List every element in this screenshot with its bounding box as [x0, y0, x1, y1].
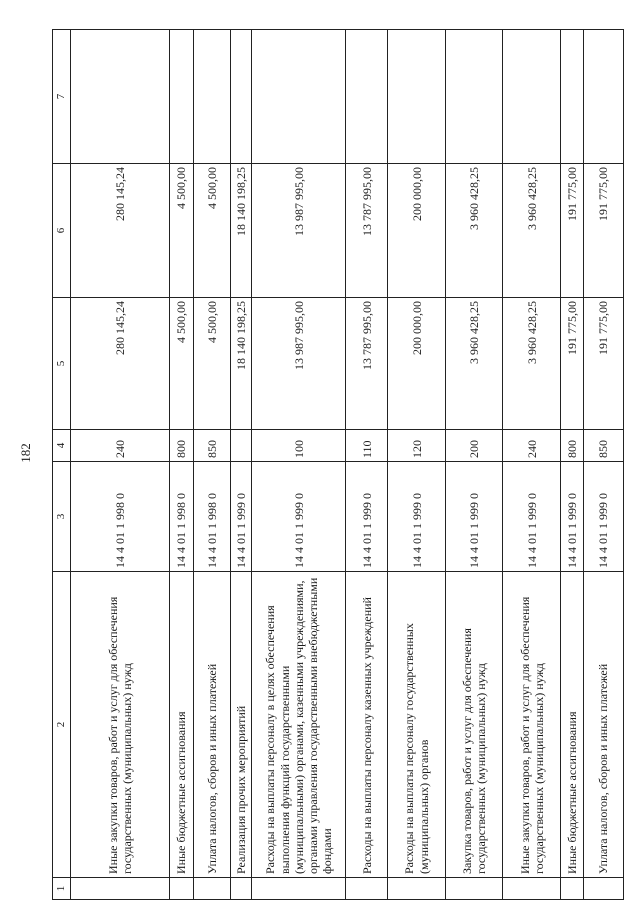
- cell-name: Уплата налогов, сборов и иных платежей: [584, 572, 624, 878]
- cell-expense-type: 240: [503, 430, 561, 462]
- cell-amount-6: 3 960 428,25: [503, 164, 561, 298]
- header-col-7: 7: [53, 30, 71, 164]
- cell-code: 14 4 01 1 999 0: [388, 462, 446, 572]
- cell-col-7: [584, 30, 624, 164]
- header-row: [53, 30, 71, 900]
- cell-col-7: [388, 30, 446, 164]
- table-row: [561, 30, 584, 900]
- table-row: [388, 30, 446, 900]
- table-row: [71, 30, 170, 900]
- header-col-6: 6: [53, 164, 71, 298]
- cell-name: Иные закупки товаров, работ и услуг для обеспечения государственных (муниципальных) нужд: [503, 572, 561, 878]
- cell-code: 14 4 01 1 998 0: [71, 462, 170, 572]
- cell-amount-5: 18 140 198,25: [231, 298, 252, 430]
- table-row: [503, 30, 561, 900]
- cell-amount-5: 3 960 428,25: [445, 298, 503, 430]
- cell-number: [503, 878, 561, 900]
- cell-col-7: [170, 30, 193, 164]
- cell-code: 14 4 01 1 999 0: [346, 462, 388, 572]
- cell-col-7: [193, 30, 231, 164]
- table-row: [231, 30, 252, 900]
- cell-amount-5: 3 960 428,25: [503, 298, 561, 430]
- cell-amount-6: 4 500,00: [170, 164, 193, 298]
- cell-number: [231, 878, 252, 900]
- cell-name: Расходы на выплаты персоналу казенных учреждений: [346, 572, 388, 878]
- cell-amount-6: 13 987 995,00: [252, 164, 346, 298]
- cell-number: [193, 878, 231, 900]
- cell-amount-5: 191 775,00: [584, 298, 624, 430]
- cell-col-7: [252, 30, 346, 164]
- cell-expense-type: 850: [193, 430, 231, 462]
- cell-code: 14 4 01 1 998 0: [170, 462, 193, 572]
- table-row: [584, 30, 624, 900]
- cell-amount-6: 200 000,00: [388, 164, 446, 298]
- cell-name: Иные бюджетные ассигнования: [561, 572, 584, 878]
- cell-code: 14 4 01 1 999 0: [252, 462, 346, 572]
- table-row: [170, 30, 193, 900]
- cell-name: Расходы на выплаты персоналу в целях обеспечения выполнения функций государственными (муниципальными) органами, казенными учреждениями, органами управления государственными внебюджетными фондами: [252, 572, 346, 878]
- cell-amount-6: 191 775,00: [584, 164, 624, 298]
- cell-name: Реализация прочих мероприятий: [231, 572, 252, 878]
- cell-expense-type: 110: [346, 430, 388, 462]
- cell-expense-type: 800: [170, 430, 193, 462]
- cell-number: [346, 878, 388, 900]
- page-number: 182: [17, 443, 33, 463]
- cell-amount-6: 13 787 995,00: [346, 164, 388, 298]
- cell-number: [71, 878, 170, 900]
- cell-number: [561, 878, 584, 900]
- cell-expense-type: 120: [388, 430, 446, 462]
- cell-code: 14 4 01 1 999 0: [231, 462, 252, 572]
- cell-amount-5: 13 987 995,00: [252, 298, 346, 430]
- cell-amount-6: 18 140 198,25: [231, 164, 252, 298]
- cell-name: Уплата налогов, сборов и иных платежей: [193, 572, 231, 878]
- cell-col-7: [231, 30, 252, 164]
- cell-amount-6: 191 775,00: [561, 164, 584, 298]
- cell-code: 14 4 01 1 999 0: [445, 462, 503, 572]
- table-row: [252, 30, 346, 900]
- cell-col-7: [346, 30, 388, 164]
- cell-amount-5: 191 775,00: [561, 298, 584, 430]
- table-row: [193, 30, 231, 900]
- cell-amount-5: 4 500,00: [170, 298, 193, 430]
- cell-amount-5: 280 145,24: [71, 298, 170, 430]
- cell-name: Иные бюджетные ассигнования: [170, 572, 193, 878]
- header-col-5: 5: [53, 298, 71, 430]
- cell-name: Иные закупки товаров, работ и услуг для обеспечения государственных (муниципальных) нужд: [71, 572, 170, 878]
- cell-code: 14 4 01 1 999 0: [561, 462, 584, 572]
- cell-amount-5: 13 787 995,00: [346, 298, 388, 430]
- header-col-4: 4: [53, 430, 71, 462]
- header-col-1: 1: [53, 878, 71, 900]
- cell-expense-type: 800: [561, 430, 584, 462]
- cell-expense-type: 240: [71, 430, 170, 462]
- cell-name: Расходы на выплаты персоналу государственных (муниципальных) органов: [388, 572, 446, 878]
- cell-expense-type: 850: [584, 430, 624, 462]
- cell-name: Закупка товаров, работ и услуг для обеспечения государственных (муниципальных) нужд: [445, 572, 503, 878]
- cell-number: [252, 878, 346, 900]
- budget-table: [52, 29, 624, 900]
- table-row: [445, 30, 503, 900]
- cell-col-7: [445, 30, 503, 164]
- cell-col-7: [71, 30, 170, 164]
- cell-col-7: [503, 30, 561, 164]
- cell-amount-6: 3 960 428,25: [445, 164, 503, 298]
- cell-amount-6: 4 500,00: [193, 164, 231, 298]
- cell-number: [170, 878, 193, 900]
- header-col-3: 3: [53, 462, 71, 572]
- rotated-table-container: [52, 30, 624, 900]
- cell-amount-5: 200 000,00: [388, 298, 446, 430]
- header-col-2: 2: [53, 572, 71, 878]
- cell-amount-6: 280 145,24: [71, 164, 170, 298]
- cell-code: 14 4 01 1 999 0: [584, 462, 624, 572]
- cell-expense-type: 100: [252, 430, 346, 462]
- cell-code: 14 4 01 1 998 0: [193, 462, 231, 572]
- cell-col-7: [561, 30, 584, 164]
- cell-expense-type: 200: [445, 430, 503, 462]
- cell-expense-type: [231, 430, 252, 462]
- table-row: [346, 30, 388, 900]
- cell-amount-5: 4 500,00: [193, 298, 231, 430]
- cell-code: 14 4 01 1 999 0: [503, 462, 561, 572]
- cell-number: [445, 878, 503, 900]
- cell-number: [584, 878, 624, 900]
- cell-number: [388, 878, 446, 900]
